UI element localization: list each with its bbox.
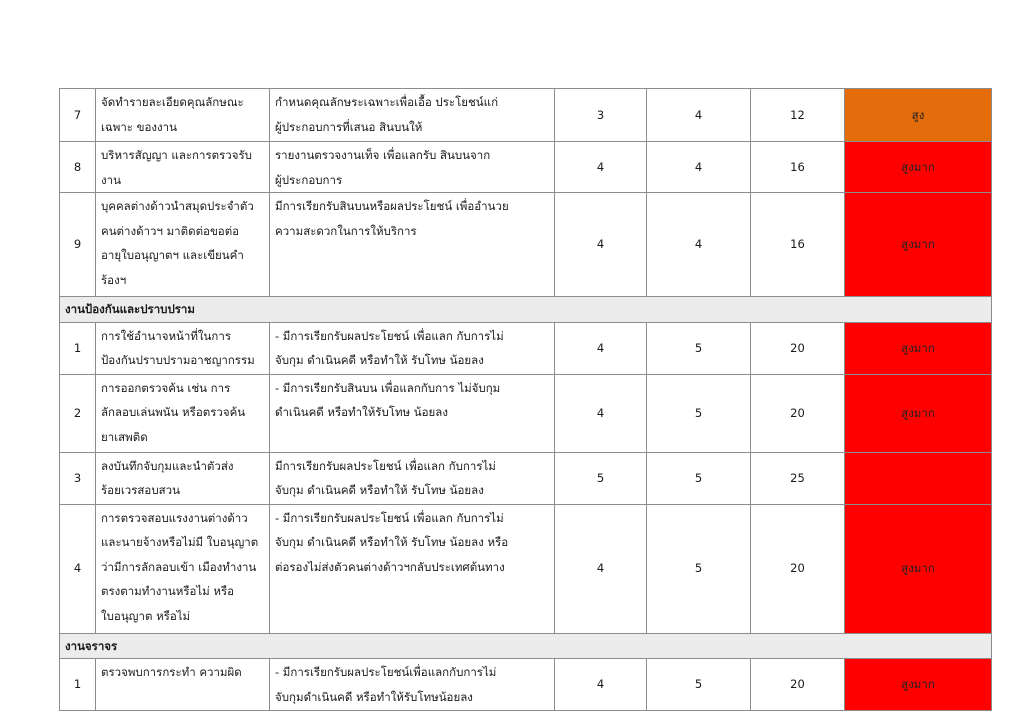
- likelihood-value: 3: [555, 89, 647, 142]
- task-line: ตรวจพบการกระทำ ความผิด: [101, 665, 242, 679]
- task-line: ป้องกันปราบปรามอาชญากรรม: [101, 353, 255, 367]
- task-line: และนายจ้างหรือไม่มี ใบอนุญาต: [101, 535, 259, 549]
- risk-score: 16: [751, 193, 845, 297]
- task-description: [96, 142, 270, 193]
- risk-level-badge: สูงมาก: [845, 374, 992, 452]
- risk-line: ดำเนินคดี หรือทำให้รับโทษ น้อยลง: [275, 405, 448, 419]
- impact-value: 5: [647, 452, 751, 504]
- row-number: 2: [60, 374, 96, 452]
- risk-description: [270, 322, 555, 374]
- risk-line: ต่อรองไม่ส่งตัวคนต่างด้าวฯกลับประเทศต้นทาง: [275, 559, 505, 574]
- section-title: งานจราจร: [60, 633, 992, 659]
- task-description: [96, 452, 270, 504]
- table-body: [60, 89, 992, 711]
- risk-score: 20: [751, 322, 845, 374]
- task-line: ยาเสพติด: [101, 429, 148, 444]
- impact-value: 5: [647, 504, 751, 633]
- row-number: 1: [60, 659, 96, 711]
- task-line: เฉพาะ ของงาน: [101, 119, 177, 134]
- task-line: จัดทำรายละเอียดคุณลักษณะ: [101, 95, 244, 109]
- risk-score: 12: [751, 89, 845, 142]
- risk-level-badge: สูงมาก: [845, 322, 992, 374]
- table-row: [60, 504, 992, 633]
- table-row: [60, 374, 992, 452]
- task-line: ลักลอบเล่นพนัน หรือตรวจค้น: [101, 405, 246, 419]
- risk-score: 20: [751, 504, 845, 633]
- likelihood-value: 4: [555, 193, 647, 297]
- risk-description: [270, 452, 555, 504]
- risk-description: [270, 89, 555, 142]
- risk-line: - มีการเรียกรับผลประโยชน์เพื่อแลกกับการไม่: [275, 665, 497, 679]
- row-number: 9: [60, 193, 96, 297]
- risk-line: จับกุม ดำเนินคดี หรือทำให้ รับโทษ น้อยลง: [275, 483, 484, 497]
- risk-line: ความสะดวกในการให้บริการ: [275, 223, 417, 238]
- task-description: [96, 193, 270, 297]
- risk-assessment-table: [59, 88, 992, 711]
- risk-description: [270, 374, 555, 452]
- impact-value: 4: [647, 193, 751, 297]
- table-row: [60, 89, 992, 142]
- task-line: คนต่างด้าวฯ มาติดต่อขอต่อ: [101, 223, 240, 238]
- risk-line: มีการเรียกรับผลประโยชน์ เพื่อแลก กับการไม่: [275, 458, 496, 473]
- task-description: [96, 89, 270, 142]
- table-row: [60, 322, 992, 374]
- risk-level-badge: สูง: [845, 89, 992, 142]
- table-row: [60, 193, 992, 297]
- impact-value: 4: [647, 142, 751, 193]
- risk-description: [270, 193, 555, 297]
- section-header-row: [60, 633, 992, 659]
- risk-level-badge: สูงมาก: [845, 504, 992, 633]
- risk-line: - มีการเรียกรับสินบน เพื่อแลกกับการ ไม่จับกุม: [275, 380, 501, 395]
- risk-line: ผู้ประกอบการที่เสนอ สินบนให้: [275, 119, 423, 134]
- task-line: อายุใบอนุญาตฯ และเขียนคำ: [101, 248, 244, 262]
- task-line: การใช้อำนาจหน้าที่ในการ: [101, 328, 231, 343]
- impact-value: 5: [647, 322, 751, 374]
- risk-score: 25: [751, 452, 845, 504]
- risk-description: [270, 142, 555, 193]
- risk-line: รายงานตรวจงานเท็จ เพื่อแลกรับ สินบนจาก: [275, 148, 491, 162]
- risk-line: กำหนดคุณลักษระเฉพาะเพื่อเอื้อ ประโยชน์แก่: [275, 95, 499, 109]
- likelihood-value: 4: [555, 322, 647, 374]
- risk-level-badge: สูงมาก: [845, 142, 992, 193]
- section-header-row: [60, 297, 992, 323]
- row-number: 1: [60, 322, 96, 374]
- task-description: [96, 374, 270, 452]
- likelihood-value: 4: [555, 504, 647, 633]
- risk-line: จับกุมดำเนินคดี หรือทำให้รับโทษน้อยลง: [275, 689, 473, 704]
- task-line: บริหารสัญญา และการตรวจรับ: [101, 148, 252, 162]
- task-line: ลงบันทึกจับกุมและนำตัวส่ง: [101, 458, 234, 473]
- risk-level-badge: [845, 452, 992, 504]
- impact-value: 5: [647, 659, 751, 711]
- task-line: ใบอนุญาต หรือไม่: [101, 608, 191, 623]
- risk-score: 16: [751, 142, 845, 193]
- row-number: 8: [60, 142, 96, 193]
- task-line: ตรงตามทำงานหรือไม่ หรือ: [101, 584, 235, 598]
- risk-line: จับกุม ดำเนินคดี หรือทำให้ รับโทษ น้อยลง: [275, 353, 484, 367]
- task-line: บุคคลต่างด้าวนำสมุดประจำตัว: [101, 199, 254, 213]
- risk-line: - มีการเรียกรับผลประโยชน์ เพื่อแลก กับการไม่: [275, 510, 504, 525]
- task-line: ว่ามีการลักลอบเข้า เมืองทำงาน: [101, 559, 257, 574]
- impact-value: 5: [647, 374, 751, 452]
- task-line: การออกตรวจค้น เช่น การ: [101, 380, 231, 395]
- task-description: [96, 504, 270, 633]
- task-description: [96, 322, 270, 374]
- row-number: 4: [60, 504, 96, 633]
- risk-line: ผู้ประกอบการ: [275, 172, 343, 187]
- risk-score: 20: [751, 374, 845, 452]
- table-row: [60, 659, 992, 711]
- task-line: งาน: [101, 172, 121, 187]
- section-title: งานป้องกันและปราบปราม: [60, 297, 992, 323]
- likelihood-value: 4: [555, 659, 647, 711]
- likelihood-value: 4: [555, 374, 647, 452]
- risk-level-badge: สูงมาก: [845, 659, 992, 711]
- row-number: 3: [60, 452, 96, 504]
- task-line: ร้องฯ: [101, 272, 127, 287]
- task-line: การตรวจสอบแรงงานต่างด้าว: [101, 510, 248, 525]
- risk-line: - มีการเรียกรับผลประโยชน์ เพื่อแลก กับการไม่: [275, 328, 504, 343]
- row-number: 7: [60, 89, 96, 142]
- risk-line: จับกุม ดำเนินคดี หรือทำให้ รับโทษ น้อยลง หรือ: [275, 535, 509, 549]
- task-description: [96, 659, 270, 711]
- risk-description: [270, 504, 555, 633]
- likelihood-value: 4: [555, 142, 647, 193]
- impact-value: 4: [647, 89, 751, 142]
- risk-score: 20: [751, 659, 845, 711]
- risk-line: มีการเรียกรับสินบนหรือผลประโยชน์ เพื่ออำนวย: [275, 199, 509, 213]
- table-row: [60, 142, 992, 193]
- risk-description: [270, 659, 555, 711]
- likelihood-value: 5: [555, 452, 647, 504]
- risk-level-badge: สูงมาก: [845, 193, 992, 297]
- task-line: ร้อยเวรสอบสวน: [101, 483, 180, 497]
- table-row: [60, 452, 992, 504]
